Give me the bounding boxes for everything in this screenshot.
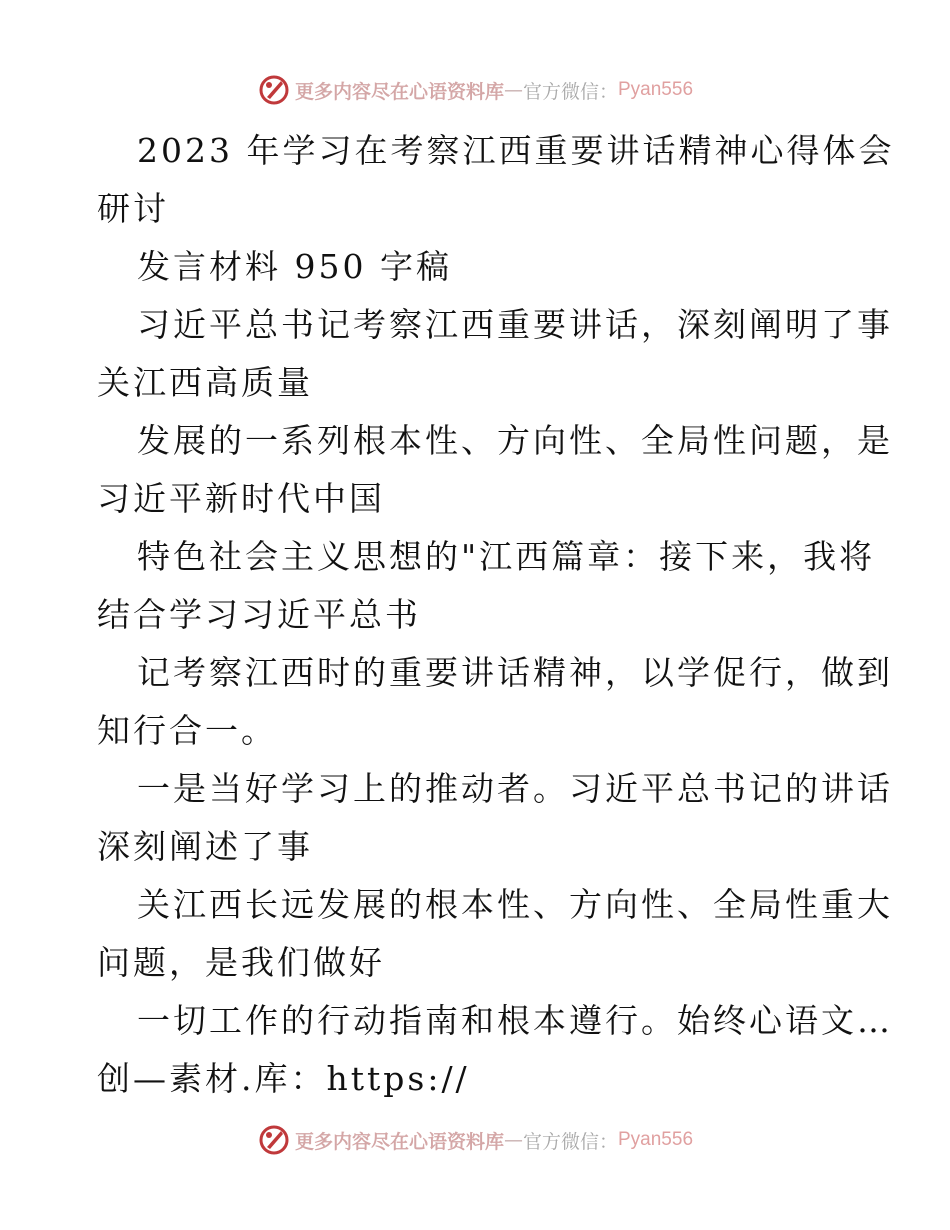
banner-wechat-label: 官方微信： xyxy=(522,1130,618,1153)
subtitle-line: 发言材料 950 字稿 xyxy=(137,247,452,286)
document-body xyxy=(97,122,895,1108)
banner-separator: — xyxy=(503,79,523,101)
text-line: 关江西高质量 xyxy=(97,363,313,402)
text-line: 习近平新时代中国 xyxy=(97,479,385,518)
text-line: 习近平总书记考察江西重要讲话，深刻阐明了事 xyxy=(137,305,893,344)
text-line: 发展的一系列根本性、方向性、全局性问题，是 xyxy=(137,421,893,460)
text-line: 一是当好学习上的推动者。习近平总书记的讲话 xyxy=(137,769,893,808)
text-line: 一切工作的行动指南和根本遵行。始终心语文… xyxy=(137,1001,893,1040)
banner-separator: — xyxy=(503,1129,523,1151)
banner-title: 更多内容尽在心语资料库 xyxy=(294,1130,504,1153)
header-banner xyxy=(0,70,950,110)
text-line: 关江西长远发展的根本性、方向性、全局性重大 xyxy=(137,885,893,924)
banner-wechat-label: 官方微信： xyxy=(522,80,618,103)
text-line: 知行合一。 xyxy=(97,711,277,750)
logo-icon xyxy=(257,73,291,107)
text-line: 记考察江西时的重要讲话精神，以学促行，做到 xyxy=(137,653,893,692)
text-line: 结合学习习近平总书 xyxy=(97,595,421,634)
banner-title: 更多内容尽在心语资料库 xyxy=(294,80,504,103)
footer-banner xyxy=(0,1120,950,1160)
banner-wechat-id: Pyan556 xyxy=(618,79,694,100)
text-line: 特色社会主义思想的"江西篇章：接下来，我将 xyxy=(137,537,876,576)
text-line: 问题，是我们做好 xyxy=(97,943,385,982)
banner-wechat-id: Pyan556 xyxy=(618,1129,694,1150)
title-line: 2023 年学习在考察江西重要讲话精神心得体会 xyxy=(137,131,895,170)
text-line: 创—素材.库：https:// xyxy=(97,1059,470,1098)
title-line: 研讨 xyxy=(97,189,169,228)
logo-icon xyxy=(257,1123,291,1157)
text-line: 深刻阐述了事 xyxy=(97,827,313,866)
